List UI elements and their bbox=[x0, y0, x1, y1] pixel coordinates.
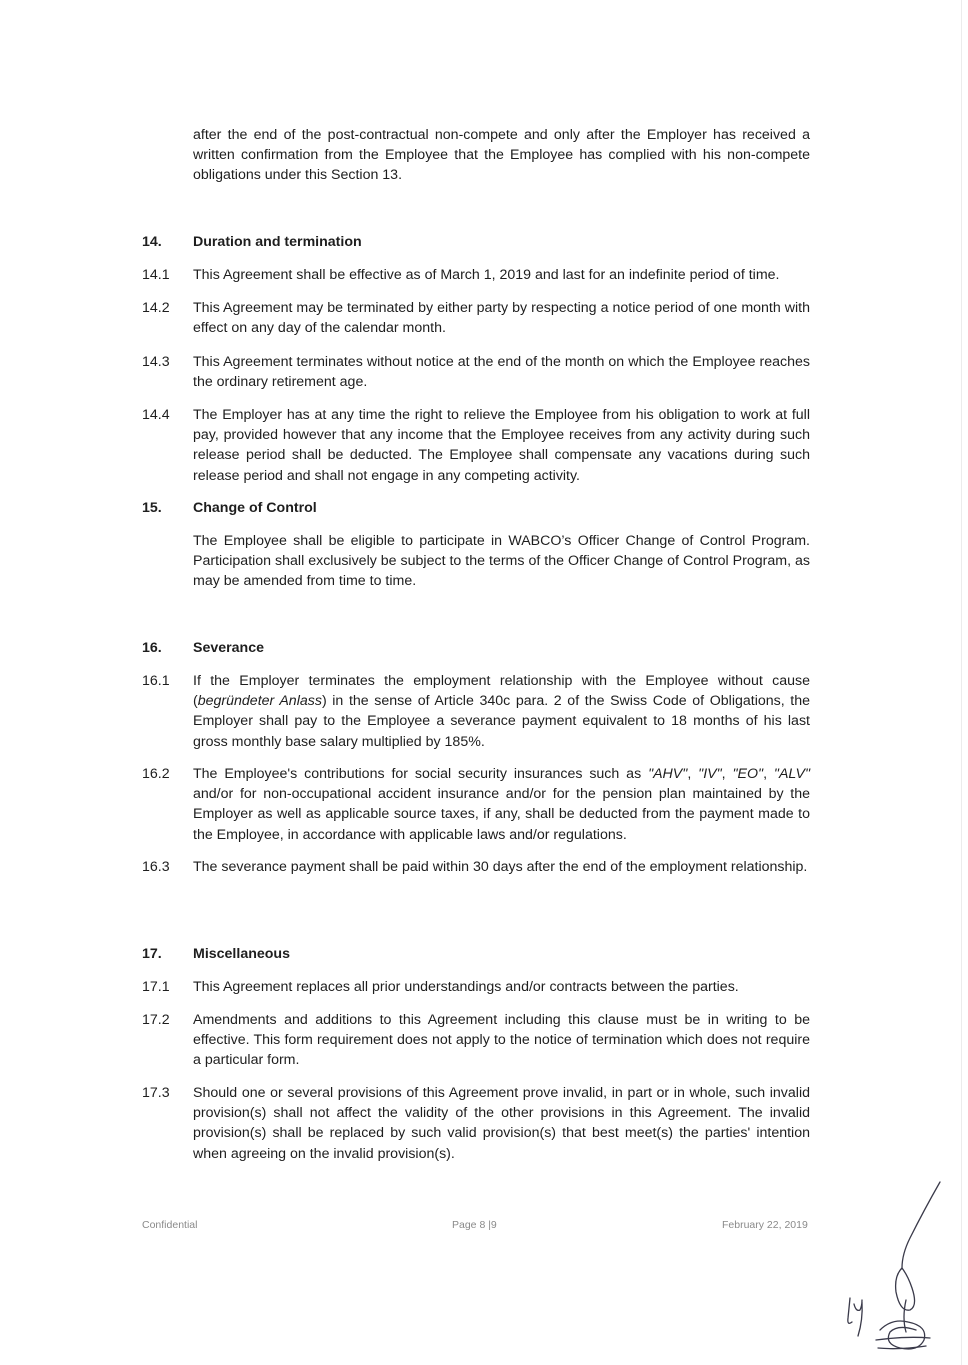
clause-14-1-text: This Agreement shall be effective as of March 1, 2019 and last for an indefinite period of time. bbox=[193, 267, 780, 283]
section-17-title: Miscellaneous bbox=[193, 946, 290, 962]
section-16-title: Severance bbox=[193, 640, 264, 656]
clause-17-2-text: Amendments and additions to this Agreement including this clause must be in writing to be effective. This form requirement does not apply to the notice of termination which does not require a particular form. bbox=[193, 1012, 810, 1069]
term-ahv: "AHV" bbox=[648, 766, 688, 782]
section-15-title: Change of Control bbox=[193, 500, 317, 516]
section-15-body: The Employee shall be eligible to participate in WABCO’s Officer Change of Control Program. Participation shall exclusively be subject to the terms of the Officer Change of Control Program, as may be amended from time to time. bbox=[193, 533, 810, 590]
clause-14-2-number: 14.2 bbox=[142, 300, 170, 316]
clause-14-3-text: This Agreement terminates without notice at the end of the month on which the Employee reaches the ordinary retirement age. bbox=[193, 354, 810, 391]
clause-17-2-number: 17.2 bbox=[142, 1012, 170, 1028]
signature-initials bbox=[836, 1180, 946, 1360]
clause-17-1-number: 17.1 bbox=[142, 979, 170, 995]
footer-date: February 22, 2019 bbox=[722, 1219, 808, 1231]
clause-16-1-number: 16.1 bbox=[142, 673, 170, 689]
term-iv: "IV" bbox=[698, 766, 722, 782]
section-15-number: 15. bbox=[142, 500, 162, 516]
clause-16-1-italic-term: begründeter Anlass bbox=[197, 693, 322, 710]
section-17-number: 17. bbox=[142, 946, 162, 962]
clause-16-2-text-a: The Employee's contributions for social security insurances such as bbox=[193, 766, 649, 782]
clause-16-2-text-b: and/or for non-occupational accident insurance and/or for the pension plan maintained by the Employer as well as applicable source taxes, if any, shall be deducted from the payment made to the Employee, in accordance with applicable laws and/or regulations. bbox=[193, 786, 810, 843]
intro-paragraph: after the end of the post-contractual non-compete and only after the Employer has received a written confirmation from the Employee that the Employee has complied with his non-compete obligations under this Section 13. bbox=[193, 127, 810, 184]
clause-14-1-number: 14.1 bbox=[142, 267, 170, 283]
clause-16-1-text-b: ) in the sense of Article 340c para. 2 of the Swiss Code of Obligations, the Employer shall pay to the Employee a severance payment equivalent to 18 months of his last gross monthly base salary multiplied by 185%. bbox=[193, 693, 811, 750]
section-14-title: Duration and termination bbox=[193, 234, 362, 250]
clause-14-4-text: The Employer has at any time the right to relieve the Employee from his obligation to work at full pay, provided however that any income that the Employee receives from any activity during such release period shall be deducted. The Employee shall compensate any vacations during such release period and shall not engage in any competing activity. bbox=[193, 407, 810, 484]
clause-16-3-text: The severance payment shall be paid within 30 days after the end of the employment relationship. bbox=[193, 859, 808, 875]
clause-16-3-number: 16.3 bbox=[142, 859, 170, 875]
clause-17-3-number: 17.3 bbox=[142, 1085, 170, 1101]
clause-16-2-text: The Employee's contributions for social security insurances such as "AHV", "IV", "EO", "ALV" and/or for non-occupational accident insurance and/or for the pension plan maintained by the Employer as well as applicable source taxes, if any, shall be deducted from the payment made to the Employee, in accordance with applicable laws and/or regulations. bbox=[193, 766, 811, 843]
clause-16-1-text-a: If the Employer terminates the employment relationship with the Employee without cause ( bbox=[193, 673, 810, 710]
clause-14-3-number: 14.3 bbox=[142, 354, 170, 370]
clause-14-2-text: This Agreement may be terminated by either party by respecting a notice period of one month with effect on any day of the calendar month. bbox=[193, 300, 810, 337]
clause-16-2-number: 16.2 bbox=[142, 766, 170, 782]
clause-17-3-text: Should one or several provisions of this Agreement prove invalid, in part or in whole, such invalid provision(s) shall not affect the validity of the other provisions in this Agreement. The invalid provision(s) shall be replaced by such valid provision(s) that best meet(s) the parties' intention when agreeing on the invalid provision(s). bbox=[193, 1085, 810, 1162]
clause-17-1-text: This Agreement replaces all prior understandings and/or contracts between the parties. bbox=[193, 979, 739, 995]
clause-16-1-text bbox=[193, 671, 810, 752]
section-16-number: 16. bbox=[142, 640, 162, 656]
section-14-number: 14. bbox=[142, 234, 162, 250]
term-alv: "ALV" bbox=[773, 766, 811, 782]
term-eo: "EO" bbox=[732, 766, 764, 782]
scan-edge bbox=[961, 0, 962, 1365]
footer-page-number: Page 8 |9 bbox=[452, 1219, 497, 1231]
clause-14-4-number: 14.4 bbox=[142, 407, 170, 423]
footer-confidential: Confidential bbox=[142, 1219, 198, 1231]
